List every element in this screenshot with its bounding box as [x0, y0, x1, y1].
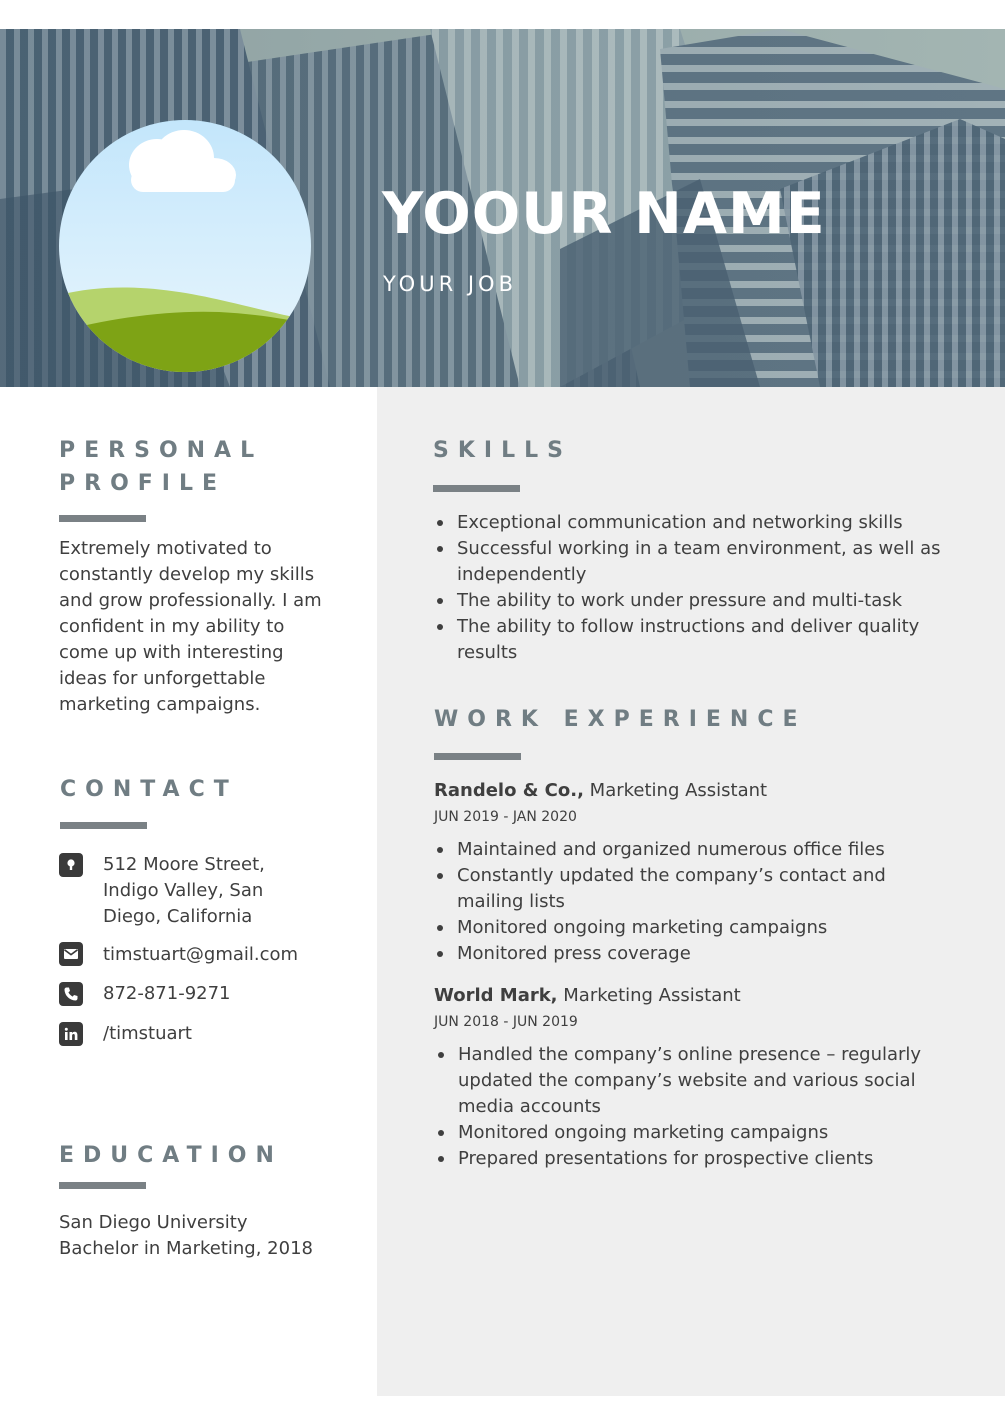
job-entry-title — [434, 779, 767, 803]
list-item — [434, 1120, 974, 1146]
text-line: Maintained and organized numerous office files — [457, 839, 885, 860]
text-line: Monitored ongoing marketing campaigns — [458, 1122, 829, 1143]
job-dates: JUN 2018 - JUN 2019 — [434, 1014, 578, 1030]
header-banner — [0, 29, 1005, 387]
contact-linkedin[interactable]: /timstuart — [103, 1023, 192, 1044]
text-line: Constantly updated the company’s contact and — [457, 865, 886, 886]
address-line: Diego, California — [103, 906, 253, 927]
job-entry-title — [434, 984, 741, 1008]
job-duties-list — [433, 837, 973, 967]
heading-line: PERSONAL — [59, 438, 264, 463]
text-line: constantly develop my skills — [59, 564, 315, 585]
text-line: The ability to follow instructions and deliver quality — [457, 616, 920, 637]
education-heading: EDUCATION — [59, 1143, 283, 1168]
text-line: independently — [457, 564, 587, 585]
text-line: come up with interesting — [59, 642, 284, 663]
list-item — [434, 1146, 974, 1172]
text-line: ideas for unforgettable — [59, 668, 266, 689]
personal-profile-heading — [59, 434, 263, 500]
work-experience-heading: WORK EXPERIENCE — [434, 707, 807, 732]
contact-address — [103, 852, 265, 930]
job-duties-list — [434, 1042, 974, 1172]
text-line: media accounts — [458, 1096, 601, 1117]
company-name: World Mark, — [434, 985, 558, 1006]
skills-list — [433, 510, 973, 666]
section-divider — [59, 515, 146, 522]
list-item — [433, 536, 973, 588]
text-line: Monitored ongoing marketing campaigns — [457, 917, 828, 938]
job-dates: JUN 2019 - JAN 2020 — [434, 809, 577, 825]
text-line: Monitored press coverage — [457, 943, 691, 964]
linkedin-icon — [59, 1022, 83, 1046]
text-line: marketing campaigns. — [59, 694, 261, 715]
profile-text — [59, 536, 322, 718]
skills-heading: SKILLS — [433, 438, 572, 463]
address-line: Indigo Valley, San — [103, 880, 264, 901]
education-school: San Diego University — [59, 1212, 248, 1233]
candidate-name: YOOUR NAME — [382, 181, 826, 247]
email-icon — [59, 942, 83, 966]
text-line: mailing lists — [457, 891, 565, 912]
text-line: confident in my ability to — [59, 616, 285, 637]
contact-phone[interactable]: 872-871-9271 — [103, 983, 231, 1004]
education-text — [59, 1210, 313, 1262]
text-line: The ability to work under pressure and multi-task — [457, 590, 903, 611]
list-item — [433, 863, 973, 915]
education-degree: Bachelor in Marketing, 2018 — [59, 1238, 313, 1259]
role-name: Marketing Assistant — [583, 780, 768, 801]
text-line: Successful working in a team environment, as well as — [457, 538, 941, 559]
role-name: Marketing Assistant — [557, 985, 741, 1006]
section-divider — [433, 485, 520, 492]
company-name: Randelo & Co., — [434, 780, 584, 801]
text-line: and grow professionally. I am — [59, 590, 322, 611]
list-item — [433, 915, 973, 941]
section-divider — [60, 822, 147, 829]
text-line: Exceptional communication and networking skills — [457, 512, 903, 533]
location-icon — [59, 853, 83, 877]
text-line: Handled the company’s online presence – regularly — [458, 1044, 922, 1065]
list-item — [433, 510, 973, 536]
text-line: updated the company’s website and various social — [458, 1070, 916, 1091]
phone-icon — [59, 982, 83, 1006]
list-item — [434, 1042, 974, 1120]
profile-photo-placeholder — [59, 120, 311, 372]
list-item — [433, 837, 973, 863]
list-item — [433, 614, 973, 666]
landscape-image — [59, 120, 311, 372]
text-line: Prepared presentations for prospective clients — [458, 1148, 874, 1169]
section-divider — [59, 1182, 146, 1189]
contact-email[interactable]: timstuart@gmail.com — [103, 944, 299, 965]
contact-heading: CONTACT — [60, 777, 238, 802]
address-line: 512 Moore Street, — [103, 854, 265, 875]
text-line: results — [457, 642, 518, 663]
section-divider — [434, 753, 521, 760]
text-line: Extremely motivated to — [59, 538, 272, 559]
heading-line: PROFILE — [59, 471, 227, 496]
job-title: YOUR JOB — [383, 272, 517, 296]
list-item — [433, 588, 973, 614]
list-item — [433, 941, 973, 967]
